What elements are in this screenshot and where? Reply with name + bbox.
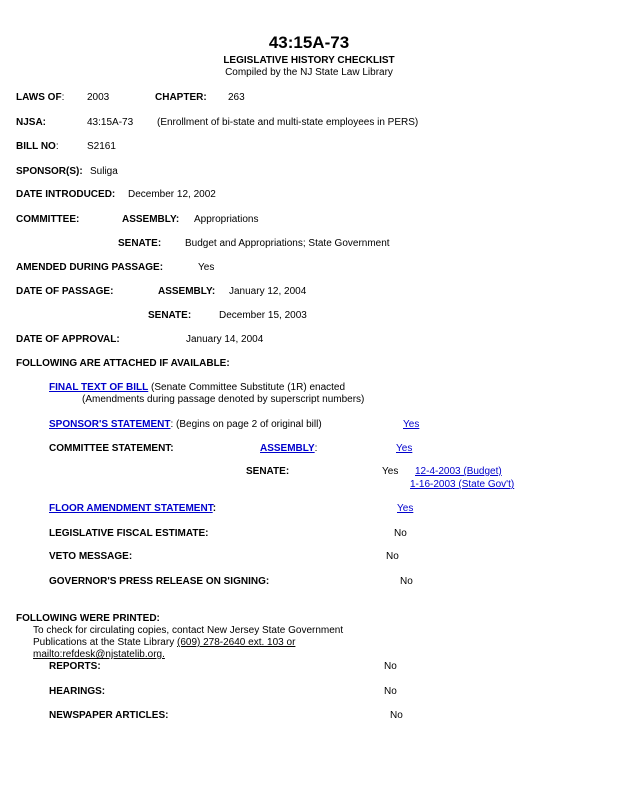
newspaper-label: NEWSPAPER ARTICLES: <box>49 710 169 721</box>
bill-no-field <box>16 141 59 153</box>
floor-amendment-link[interactable]: FLOOR AMENDMENT STATEMENT <box>49 503 213 514</box>
laws-of-field <box>16 92 64 104</box>
floor-amendment-row <box>49 503 216 515</box>
final-text-note: (Amendments during passage denoted by superscript numbers) <box>82 394 365 405</box>
chapter-value: 263 <box>228 92 245 103</box>
refdesk-email-link[interactable]: mailto:refdesk@njstatelib.org. <box>33 649 165 660</box>
senate-budget-link[interactable]: 12-4-2003 (Budget) <box>415 466 502 477</box>
bill-no-label: BILL NO <box>16 141 56 152</box>
date-introduced-label: DATE INTRODUCED: <box>16 189 116 200</box>
njsa-desc: (Enrollment of bi-state and multi-state employees in PERS) <box>157 117 419 128</box>
date-introduced-value: December 12, 2002 <box>128 189 216 200</box>
approval-value: January 14, 2004 <box>186 334 264 345</box>
laws-of-sep: : <box>61 92 65 103</box>
committee-senate-label: SENATE: <box>118 238 162 249</box>
senate-state-gov-link[interactable]: 1-16-2003 (State Gov't) <box>410 479 515 490</box>
final-text-link[interactable]: FINAL TEXT OF BILL <box>49 382 149 393</box>
floor-amendment-colon: : <box>212 503 217 514</box>
committee-assembly-value: Appropriations <box>194 214 259 225</box>
chapter-label: CHAPTER: <box>155 92 207 103</box>
bill-no-value: S2161 <box>87 141 116 152</box>
committee-statement-label: COMMITTEE STATEMENT: <box>49 443 174 454</box>
approval-label: DATE OF APPROVAL: <box>16 334 120 345</box>
laws-of-label: LAWS OF <box>16 92 62 103</box>
fiscal-estimate-label: LEGISLATIVE FISCAL ESTIMATE: <box>49 528 209 539</box>
governor-value: No <box>400 576 413 587</box>
newspaper-value: No <box>390 710 403 721</box>
assembly-colon: : <box>314 443 318 454</box>
page-subtitle: LEGISLATIVE HISTORY CHECKLIST <box>223 55 395 66</box>
senate-statement-value: Yes <box>382 466 399 477</box>
laws-of-value: 2003 <box>87 92 110 103</box>
sponsors-value: Suliga <box>90 166 118 177</box>
bill-no-sep: : <box>55 141 59 152</box>
passage-assembly-value: January 12, 2004 <box>229 286 307 297</box>
committee-statement-senate-label: SENATE: <box>246 466 290 477</box>
amended-label: AMENDED DURING PASSAGE: <box>16 262 164 273</box>
final-text-desc: (Senate Committee Substitute (1R) enacted <box>148 382 346 393</box>
hearings-value: No <box>384 686 397 697</box>
page-title: 43:15A-73 <box>268 33 350 52</box>
printed-line2-text: Publications at the State Library <box>33 637 177 648</box>
printed-heading: FOLLOWING WERE PRINTED: <box>16 613 160 624</box>
compiled-by: Compiled by the NJ State Law Library <box>225 67 393 78</box>
njsa-value: 43:15A-73 <box>87 117 134 128</box>
sponsors-label: SPONSOR(S): <box>16 166 83 177</box>
assembly-statement-yes-link[interactable]: Yes <box>396 443 413 454</box>
attached-heading: FOLLOWING ARE ATTACHED IF AVAILABLE: <box>16 358 230 369</box>
final-text-row <box>49 382 345 394</box>
reports-value: No <box>384 661 397 672</box>
sponsor-statement-yes-link[interactable]: Yes <box>403 419 420 430</box>
printed-line2 <box>33 637 295 649</box>
passage-senate-label: SENATE: <box>148 310 192 321</box>
floor-amendment-yes-link[interactable]: Yes <box>397 503 414 514</box>
amended-value: Yes <box>198 262 215 273</box>
passage-label: DATE OF PASSAGE: <box>16 286 114 297</box>
committee-assembly-label: ASSEMBLY: <box>122 214 180 225</box>
njsa-label: NJSA: <box>16 117 47 128</box>
veto-label: VETO MESSAGE: <box>49 551 133 562</box>
committee-senate-value: Budget and Appropriations; State Government <box>185 238 390 249</box>
hearings-label: HEARINGS: <box>49 686 106 697</box>
passage-senate-value: December 15, 2003 <box>219 310 307 321</box>
assembly-statement-link[interactable]: ASSEMBLY <box>260 443 315 454</box>
sponsor-statement-link[interactable]: SPONSOR'S STATEMENT <box>49 419 171 430</box>
committee-statement-assembly <box>260 443 317 455</box>
veto-value: No <box>386 551 399 562</box>
sponsor-statement-row <box>49 419 322 431</box>
governor-label: GOVERNOR'S PRESS RELEASE ON SIGNING: <box>49 576 270 587</box>
reports-label: REPORTS: <box>49 661 101 672</box>
fiscal-estimate-value: No <box>394 528 407 539</box>
library-phone: (609) 278-2640 ext. 103 or <box>176 637 296 648</box>
committee-label: COMMITTEE: <box>16 214 80 225</box>
sponsor-statement-desc: : (Begins on page 2 of original bill) <box>170 419 322 430</box>
passage-assembly-label: ASSEMBLY: <box>158 286 216 297</box>
printed-line1: To check for circulating copies, contact New Jersey State Government <box>33 625 344 636</box>
